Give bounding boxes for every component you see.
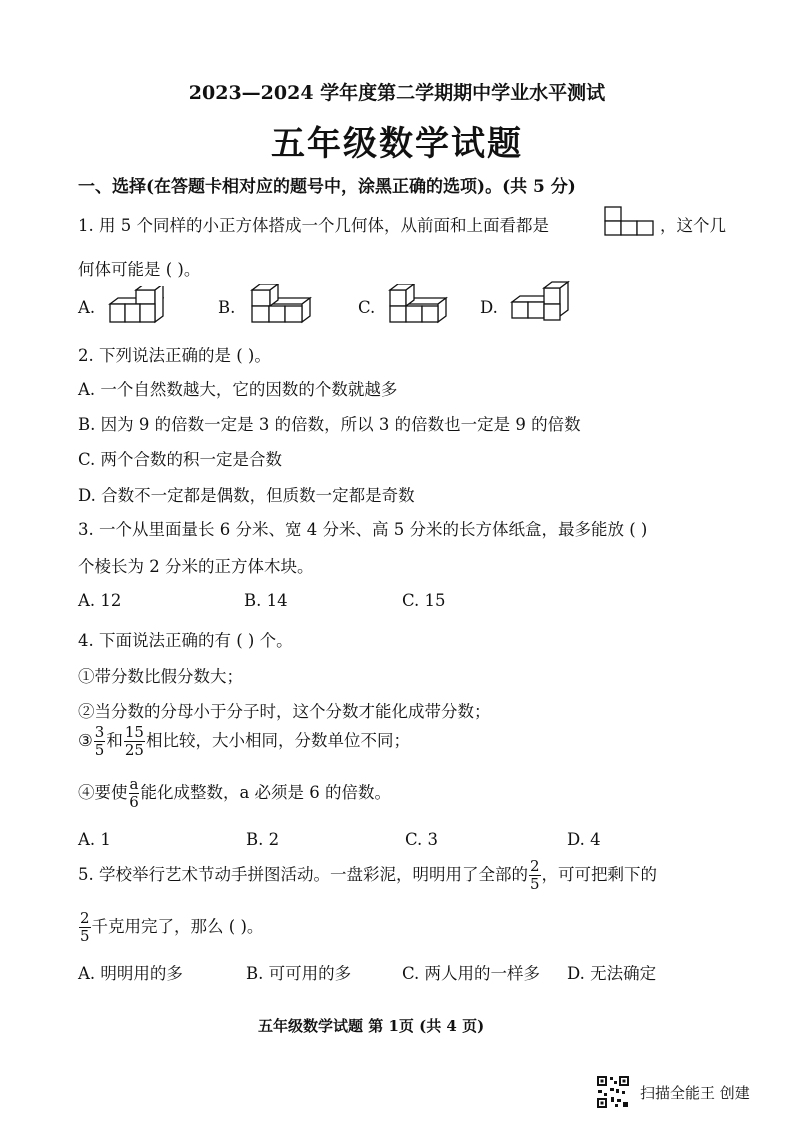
q5-option-a: A. 明明用的多 bbox=[78, 964, 183, 983]
q5-option-c: C. 两人用的一样多 bbox=[402, 964, 541, 983]
section-heading: 一、选择(在答题卡相对应的题号中，涂黑正确的选项)。(共 5 分) bbox=[78, 177, 576, 197]
q4-option-c: C. 3 bbox=[405, 830, 439, 849]
fraction bbox=[94, 724, 106, 759]
q3-option-b: B. 14 bbox=[244, 591, 288, 610]
q1-text-c: 何体可能是 ( )。 bbox=[78, 260, 201, 279]
fraction-denominator: 25 bbox=[124, 741, 144, 759]
q3-option-c: C. 15 bbox=[402, 591, 446, 610]
fraction bbox=[79, 910, 91, 945]
q2-option-d: D. 合数不一定都是偶数，但质数一定都是奇数 bbox=[78, 486, 415, 505]
q4-s4-prefix: ④要使 bbox=[78, 783, 128, 802]
fraction-numerator: 3 bbox=[94, 723, 105, 741]
fraction-denominator: 5 bbox=[94, 741, 105, 759]
q5-stem-line2 bbox=[78, 910, 263, 945]
q4-statement-4 bbox=[78, 776, 391, 811]
q2-stem: 2. 下列说法正确的是 ( )。 bbox=[78, 346, 271, 365]
q1-option-a-figure bbox=[106, 286, 164, 326]
q4-s4-suffix: 能化成整数，a 必须是 6 的倍数。 bbox=[140, 783, 392, 802]
fraction bbox=[129, 776, 140, 811]
q5-stem-c: 千克用完了，那么 ( )。 bbox=[91, 917, 264, 936]
q1-option-d-label: D. bbox=[480, 298, 498, 317]
q1-option-c-label: C. bbox=[358, 298, 376, 317]
q5-stem-b: ，可可把剩下的 bbox=[541, 865, 658, 884]
q3-option-a: A. 12 bbox=[78, 591, 122, 610]
fraction-numerator: 2 bbox=[80, 909, 90, 927]
q5-stem-a: 5. 学校举行艺术节动手拼图活动。一盘彩泥，明明用了全部的 bbox=[78, 865, 528, 884]
three-cube-view-figure bbox=[604, 206, 656, 238]
fraction-numerator: 15 bbox=[124, 723, 144, 741]
q4-s3-suffix: 相比较，大小相同，分数单位不同； bbox=[145, 731, 410, 750]
q3-stem-line1: 3. 一个从里面量长 6 分米、宽 4 分米、高 5 分米的长方体纸盒，最多能放 ( ) bbox=[78, 520, 648, 539]
q2-option-c: C. 两个合数的积一定是合数 bbox=[78, 450, 283, 469]
q1-line1 bbox=[78, 212, 549, 236]
q4-option-d: D. 4 bbox=[567, 830, 601, 849]
fraction-denominator: 5 bbox=[80, 927, 90, 945]
q1-option-b-label: B. bbox=[218, 298, 236, 317]
q1-option-b-figure bbox=[248, 284, 312, 326]
fraction-denominator: 6 bbox=[129, 793, 139, 811]
fraction-denominator: 5 bbox=[530, 875, 540, 893]
q5-option-b: B. 可可用的多 bbox=[246, 964, 352, 983]
q4-statement-2: ②当分数的分母小于分子时，这个分数才能化成带分数； bbox=[78, 702, 491, 721]
q4-stem: 4. 下面说法正确的有 ( ) 个。 bbox=[78, 631, 293, 650]
q5-stem-line1 bbox=[78, 858, 657, 893]
fraction-numerator: 2 bbox=[530, 857, 540, 875]
q4-option-a: A. 1 bbox=[78, 830, 111, 849]
q4-statement-1: ①带分数比假分数大； bbox=[78, 667, 243, 686]
q4-s3-mid: 和 bbox=[106, 731, 123, 750]
q1-option-c-figure bbox=[386, 284, 448, 326]
fraction bbox=[529, 858, 541, 893]
q1-text-a: 1. 用 5 个同样的小正方体搭成一个几何体，从前面和上面看都是 bbox=[78, 216, 549, 235]
fraction bbox=[124, 724, 145, 759]
q4-s3-prefix: ③ bbox=[78, 731, 93, 750]
q5-option-d: D. 无法确定 bbox=[567, 964, 657, 983]
fraction-numerator: a bbox=[129, 775, 139, 793]
q1-option-a-label: A. bbox=[78, 298, 96, 317]
scanner-watermark-text: 扫描全能王 创建 bbox=[640, 1084, 750, 1102]
exam-title: 五年级数学试题 bbox=[271, 124, 523, 164]
page-footer: 五年级数学试题 第 1页 (共 4 页) bbox=[258, 1017, 485, 1035]
qr-code-icon bbox=[596, 1075, 630, 1109]
q4-option-b: B. 2 bbox=[246, 830, 280, 849]
q3-stem-line2: 个棱长为 2 分米的正方体木块。 bbox=[78, 557, 314, 576]
q1-option-d-figure bbox=[508, 280, 570, 326]
q4-statement-3 bbox=[78, 724, 410, 759]
exam-subtitle: 2023—2024 学年度第二学期期中学业水平测试 bbox=[188, 82, 606, 104]
q2-option-a: A. 一个自然数越大，它的因数的个数就越多 bbox=[78, 380, 398, 399]
q1-text-b: ，这个几 bbox=[660, 216, 726, 235]
q2-option-b: B. 因为 9 的倍数一定是 3 的倍数，所以 3 的倍数也一定是 9 的倍数 bbox=[78, 415, 581, 434]
